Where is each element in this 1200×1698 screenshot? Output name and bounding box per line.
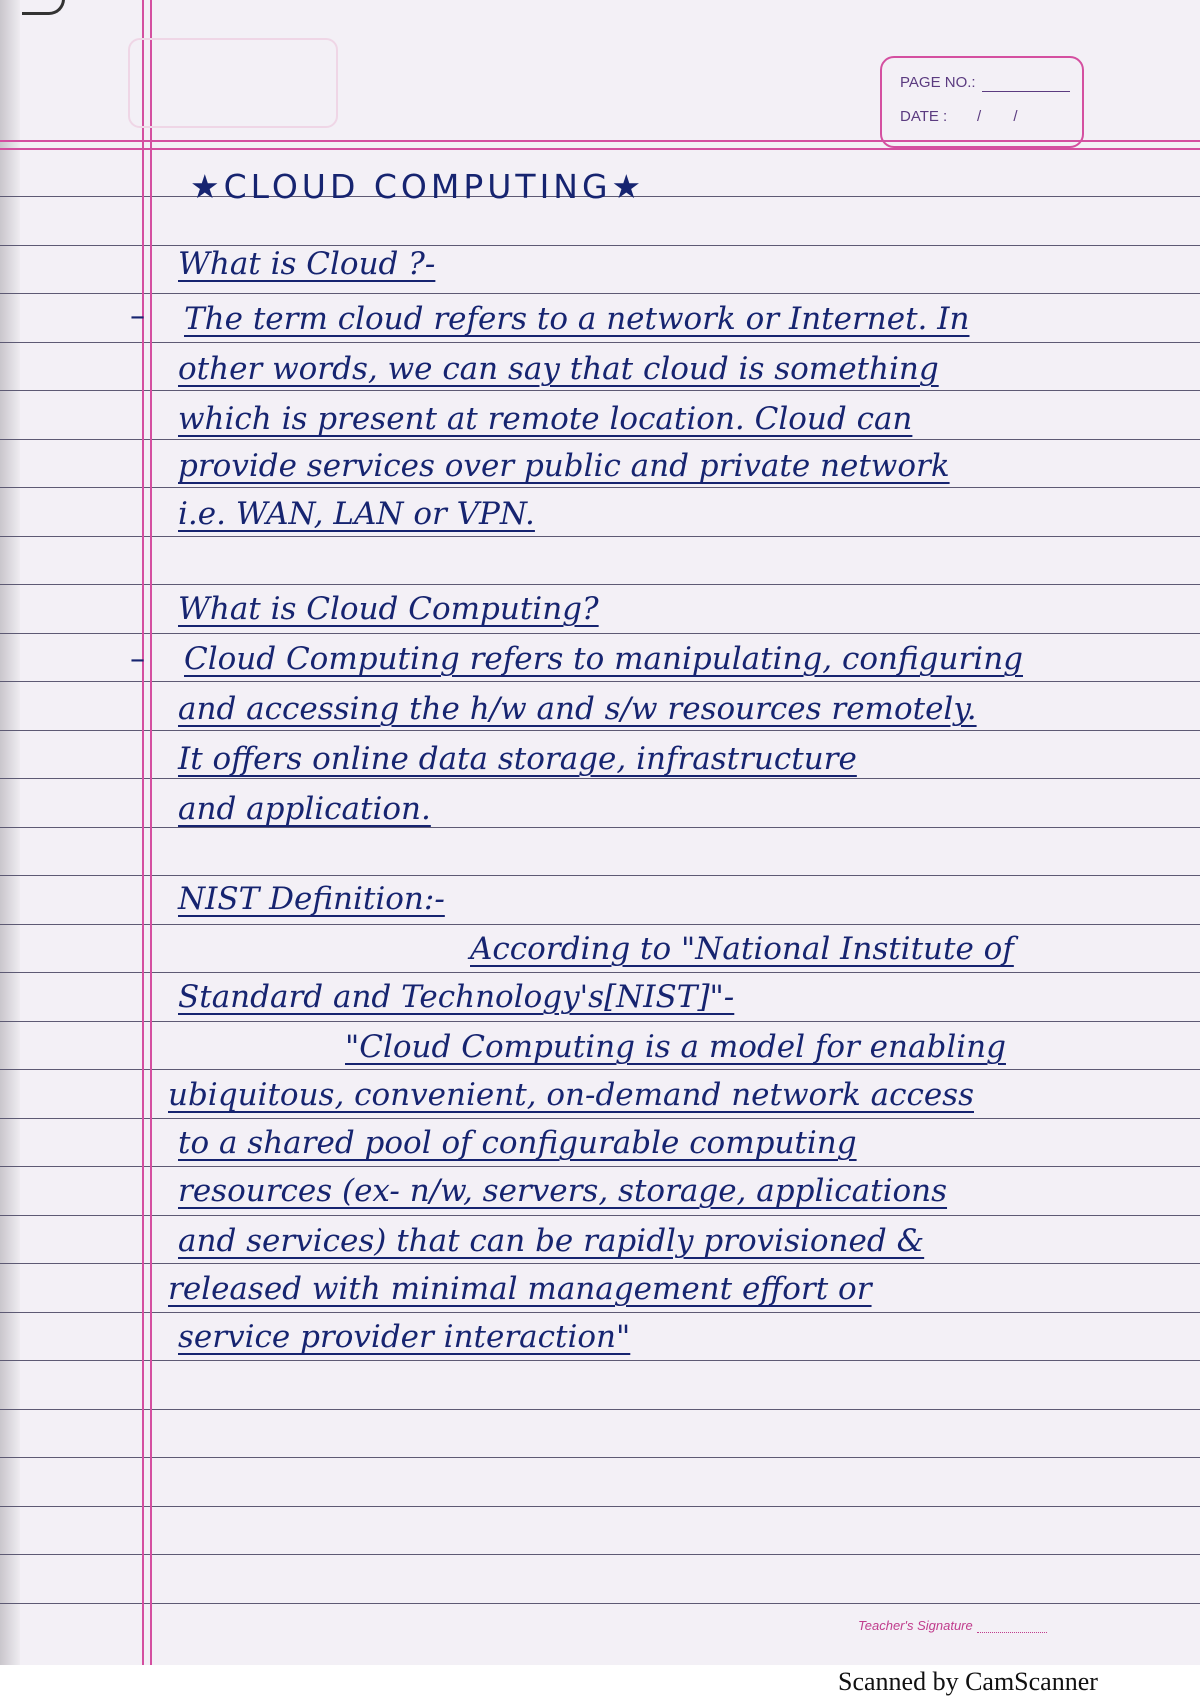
- body-line: Standard and Technology's[NIST]"-: [178, 979, 735, 1015]
- body-line: ubiquitous, convenient, on-demand network access: [168, 1077, 974, 1113]
- section-heading: What is Cloud Computing?: [178, 591, 599, 627]
- body-line: service provider interaction": [178, 1319, 631, 1355]
- body-line: The term cloud refers to a network or Internet. In: [184, 301, 970, 337]
- body-line: which is present at remote location. Cloud can: [178, 401, 913, 437]
- section-heading: NIST Definition:-: [178, 881, 445, 917]
- bullet-dash: –: [130, 642, 145, 677]
- teacher-signature-blank: [977, 1632, 1047, 1633]
- body-line: Cloud Computing refers to manipulating, configuring: [184, 641, 1023, 677]
- body-line: provide services over public and private network: [178, 448, 950, 484]
- date-value: / /: [977, 108, 1032, 125]
- body-line: "Cloud Computing is a model for enabling: [345, 1029, 1006, 1065]
- body-line: and services) that can be rapidly provisioned &: [178, 1223, 925, 1259]
- date-label: DATE :: [900, 108, 948, 125]
- bullet-dash: –: [130, 299, 145, 334]
- page-no-label: PAGE NO.:: [900, 74, 976, 91]
- body-line: resources (ex- n/w, servers, storage, applications: [178, 1173, 948, 1209]
- body-line: It offers online data storage, infrastructure: [178, 741, 857, 777]
- teacher-signature-label: Teacher's Signature: [858, 1618, 973, 1633]
- scanner-credit: Scanned by CamScanner: [838, 1667, 1098, 1696]
- body-line: i.e. WAN, LAN or VPN.: [178, 496, 535, 532]
- page-title: ★CLOUD COMPUTING★: [190, 167, 646, 206]
- body-line: According to "National Institute of: [470, 931, 1014, 967]
- section-heading: What is Cloud ?-: [178, 246, 436, 282]
- body-line: and application.: [178, 791, 431, 827]
- body-line: other words, we can say that cloud is something: [178, 351, 939, 387]
- body-line: released with minimal management effort or: [168, 1271, 872, 1307]
- body-line: and accessing the h/w and s/w resources remotely.: [178, 691, 977, 727]
- body-line: to a shared pool of configurable computing: [178, 1125, 857, 1161]
